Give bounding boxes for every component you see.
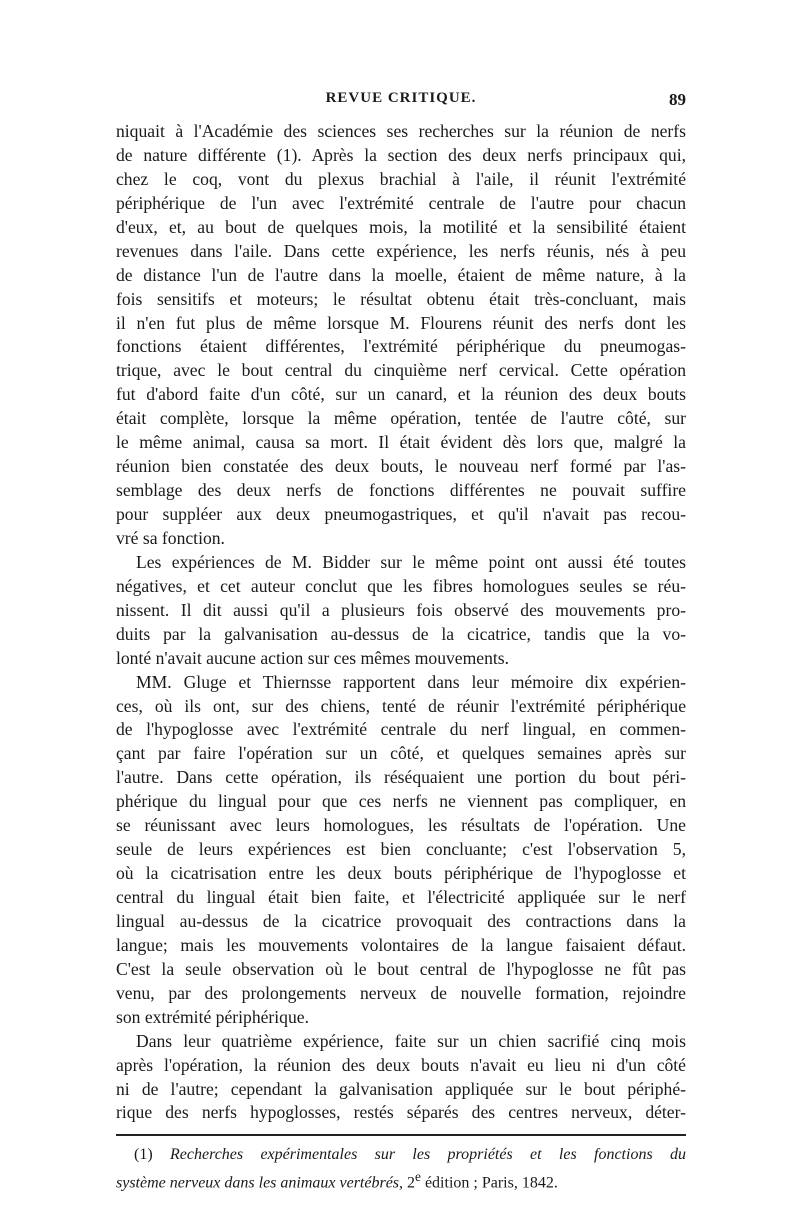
text-line: pour suppléer aux deux pneumogastriques, et qu'il n'avait pas recou- (116, 504, 686, 524)
text-line: fois sensitifs et moteurs; le résultat obtenu était très-concluant, mais (116, 288, 686, 309)
footnote-edition: édition ; Paris, 1842. (424, 1174, 558, 1192)
footnote-line (116, 1166, 686, 1192)
paragraph (116, 120, 686, 551)
text-line: lonté n'avait aucune action sur ces mêmes mouvements. (116, 647, 510, 668)
text-line: l'autre. Dans cette opération, ils réséquaient une portion du bout péri- (116, 767, 686, 788)
page-number: 89 (669, 90, 686, 109)
footnote-title-part-2: système nerveux dans les animaux vertébrés, (116, 1174, 404, 1192)
paragraph (116, 1030, 686, 1126)
footnote-title-part-1: Recherches expérimentales sur les propriétés et les fonctions du (169, 1146, 686, 1164)
text-line: MM. Gluge et Thiernsse rapportent dans leur mémoire dix expérien- (136, 671, 686, 692)
text-line: de nature différente (1). Après la section des deux nerfs principaux qui, (116, 144, 686, 165)
footnote-marker: (1) (134, 1146, 153, 1164)
footnote-line (116, 1144, 686, 1166)
text-line: vré sa fonction. (116, 527, 225, 548)
text-line: était complète, lorsque la même opération, tentée de l'autre côté, sur (116, 408, 686, 429)
text-line: le même animal, causa sa mort. Il était évident dès lors que, malgré la (116, 432, 686, 453)
body-text (116, 120, 686, 1125)
text-line: où la cicatrisation entre les deux bouts périphérique de l'hypoglosse et (116, 863, 686, 884)
text-line: C'est la seule observation où le bout central de l'hypoglosse ne fût pas (116, 958, 686, 979)
text-line: il n'en fut plus de même lorsque M. Flourens réunit des nerfs dont les (116, 312, 686, 333)
text-line: phérique du lingual pour que ces nerfs ne viennent pas compliquer, en (116, 791, 686, 812)
footnote (116, 1144, 686, 1192)
footnote-edition-number: 2 (407, 1174, 416, 1192)
text-line: central du lingual était bien faite, et l'électricité appliquée sur le nerf (116, 887, 686, 907)
text-line: négatives, et cet auteur conclut que les fibres homologues seules se réu- (116, 575, 686, 596)
text-line: semblage des deux nerfs de fonctions différentes ne pouvait suffire (116, 480, 686, 501)
text-line: nissent. Il dit aussi qu'il a plusieurs fois observé des mouvements pro- (116, 599, 686, 620)
text-line: réunion bien constatée des deux bouts, le nouveau nerf formé par l'as- (116, 456, 686, 477)
text-line: revenues dans l'aile. Dans cette expérience, les nerfs réunis, nés à peu (116, 240, 686, 261)
text-line: après l'opération, la réunion des deux bouts n'avait eu lieu ni d'un côté (116, 1054, 686, 1075)
text-line: duits par la galvanisation au-dessus de la cicatrice, tandis que la vo- (116, 623, 686, 644)
text-line: d'eux, et, au bout de quelques mois, la motilité et la sensibilité étaient (116, 216, 686, 237)
text-line: trique, avec le bout central du cinquième nerf cervical. Cette opération (116, 360, 686, 381)
text-line: chez le coq, vont du plexus brachial à l'aile, il réunit l'extrémité (116, 168, 686, 189)
text-line: Dans leur quatrième expérience, faite sur un chien sacrifié cinq mois (136, 1030, 686, 1051)
text-line: seule de leurs expériences est bien concluante; c'est l'observation 5, (116, 839, 686, 860)
text-line: périphérique de l'un avec l'extrémité centrale de l'autre pour chacun (116, 192, 686, 213)
book-page (116, 90, 686, 1192)
text-line: ces, où ils ont, sur des chiens, tenté de réunir l'extrémité périphérique (116, 695, 686, 716)
text-line: rique des nerfs hypoglosses, restés séparés des centres nerveux, déter- (116, 1102, 686, 1123)
text-line: ni de l'autre; cependant la galvanisation appliquée sur le bout périphé- (116, 1078, 686, 1099)
paragraph (116, 551, 686, 671)
text-line: son extrémité périphérique. (116, 1006, 309, 1027)
text-line: se réunissant avec leurs homologues, les résultats de l'opération. Une (116, 815, 686, 836)
text-line: niquait à l'Académie des sciences ses recherches sur la réunion de nerfs (116, 121, 686, 141)
text-line: lingual au-dessus de la cicatrice provoquait des contractions dans la (116, 910, 686, 931)
text-line: de distance l'un de l'autre dans la moelle, étaient de même nature, à la (116, 264, 686, 285)
paragraph (116, 671, 686, 1030)
text-line: de l'hypoglosse avec l'extrémité centrale du nerf lingual, en commen- (116, 719, 686, 740)
text-line: Les expériences de M. Bidder sur le même point ont aussi été toutes (136, 551, 686, 572)
footnote-edition-sup: e (415, 1169, 421, 1185)
text-line: venu, par des prolongements nerveux de nouvelle formation, rejoindre (116, 982, 686, 1003)
footnote-rule (116, 1134, 686, 1136)
text-line: langue; mais les mouvements volontaires de la langue faisaient défaut. (116, 934, 686, 955)
running-title: REVUE CRITIQUE. (325, 90, 477, 106)
running-head (116, 90, 686, 114)
text-line: fut d'abord faite d'un côté, sur un canard, et la réunion des deux bouts (116, 384, 686, 405)
text-line: çant par faire l'opération sur un côté, et quelques semaines après sur (116, 743, 686, 764)
text-line: fonctions étaient différentes, l'extrémité périphérique du pneumogas- (116, 336, 686, 357)
